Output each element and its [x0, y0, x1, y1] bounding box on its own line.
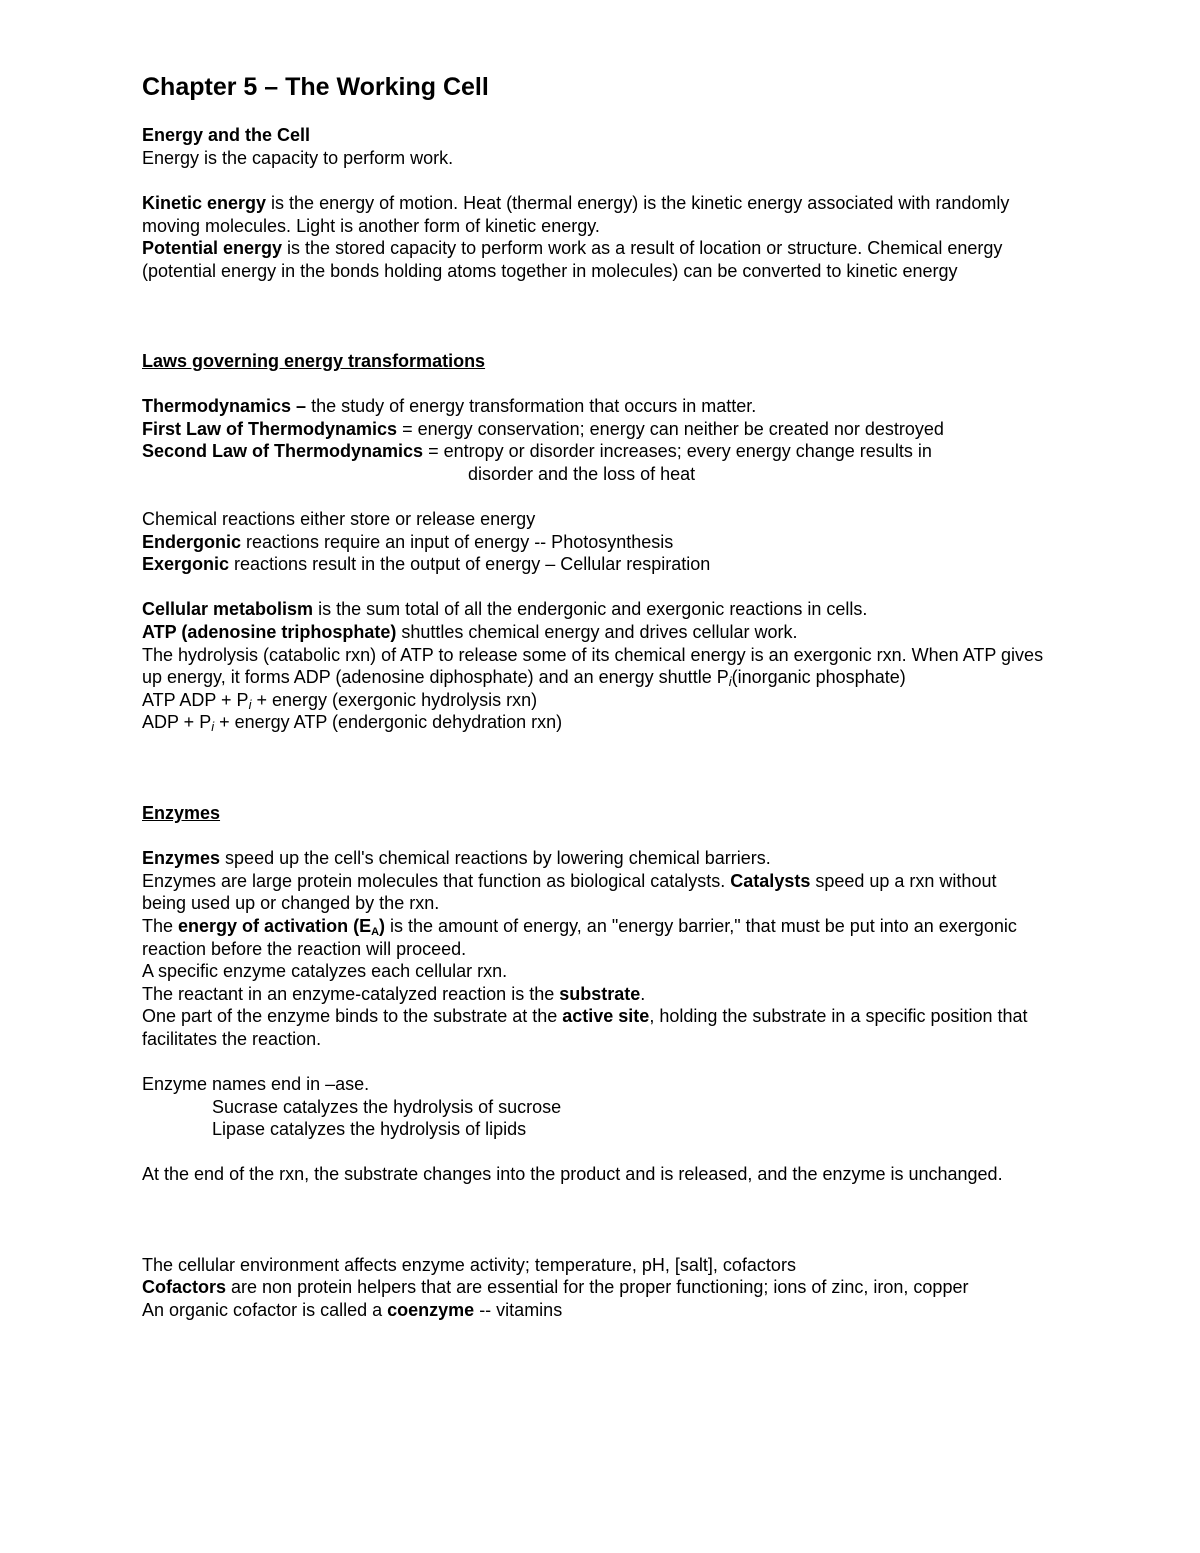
coenzyme-line: [142, 1299, 562, 1321]
enzymes-line-1: [142, 847, 771, 869]
activation-term-end: ): [379, 916, 386, 936]
lipase-line: Lipase catalyzes the hydrolysis of lipids: [212, 1119, 527, 1139]
active-site-post: , holding the substrate in a specific position that: [649, 1006, 1028, 1026]
activation-term-text: energy of activation (E: [178, 916, 372, 936]
metabolism-text: is the sum total of all the endergonic and exergonic reactions in cells.: [313, 599, 868, 619]
eq2-left: ADP + P: [142, 712, 212, 732]
exergonic-text: reactions result in the output of energy – Cellular respiration: [229, 554, 711, 574]
kinetic-energy-line: [142, 192, 1009, 214]
atp-text: shuttles chemical energy and drives cellular work.: [396, 622, 798, 642]
substrate-pre: The reactant in an enzyme-catalyzed reaction is the: [142, 984, 560, 1004]
cofactors-term: Cofactors: [142, 1277, 227, 1297]
potential-energy-cont: (potential energy in the bonds holding atoms together in molecules) can be converted to kinetic energy: [142, 261, 958, 281]
potential-energy-line: [142, 237, 1002, 259]
cofactors-text: are non protein helpers that are essential for the proper functioning; ions of zinc, iron, copper: [226, 1277, 969, 1297]
catalysts-text: speed up a rxn without: [810, 871, 997, 891]
atp-line: [142, 621, 798, 643]
second-law-term: Second Law of Thermodynamics: [142, 441, 424, 461]
chemical-reactions-line: Chemical reactions either store or release energy: [142, 509, 536, 529]
coenzyme-post: -- vitamins: [474, 1300, 563, 1320]
potential-term: Potential energy: [142, 238, 283, 258]
active-site-pre: One part of the enzyme binds to the substrate at the: [142, 1006, 563, 1026]
substrate-line: [142, 983, 645, 1005]
second-law-line: [142, 440, 932, 462]
section-heading-laws: Laws governing energy transformations: [142, 351, 486, 371]
activation-text: is the amount of energy, an "energy barrier," that must be put into an exergonic: [385, 916, 1017, 936]
atp-equation-2: [142, 711, 562, 738]
first-law-text: = energy conservation; energy can neither be created nor destroyed: [397, 419, 944, 439]
eq1-left: ATP: [142, 690, 180, 710]
substrate-post: .: [640, 984, 646, 1004]
coenzyme-term: coenzyme: [387, 1300, 475, 1320]
environment-line: The cellular environment affects enzyme activity; temperature, pH, [salt], cofactors: [142, 1255, 796, 1275]
endergonic-term: Endergonic: [142, 532, 242, 552]
substrate-term: substrate: [559, 984, 641, 1004]
kinetic-text: is the energy of motion. Heat (thermal energy) is the kinetic energy associated with randomly: [266, 193, 1010, 213]
eq1-right: + energy (exergonic hydrolysis rxn): [251, 690, 538, 710]
hydrolysis-cont-text: up energy, it forms ADP (adenosine diphosphate) and an energy shuttle P: [142, 667, 729, 687]
eq1-mid: ADP + P: [179, 690, 249, 710]
endergonic-text: reactions require an input of energy -- Photosynthesis: [241, 532, 674, 552]
exergonic-term: Exergonic: [142, 554, 230, 574]
page-title: Chapter 5 – The Working Cell: [142, 73, 489, 101]
enzyme-names-line: Enzyme names end in –ase.: [142, 1074, 370, 1094]
enzymes-text: speed up the cell's chemical reactions by lowering chemical barriers.: [220, 848, 771, 868]
thermodynamics-line: [142, 395, 756, 417]
section-heading-energy: Energy and the Cell: [142, 125, 311, 145]
metabolism-term: Cellular metabolism: [142, 599, 314, 619]
catalysts-term: Catalysts: [730, 871, 811, 891]
thermo-text: the study of energy transformation that occurs in matter.: [306, 396, 757, 416]
activation-pre: The: [142, 916, 179, 936]
eq2-subscript: i: [211, 719, 215, 734]
enzymes-catalysts-text: Enzymes are large protein molecules that function as biological catalysts.: [142, 871, 731, 891]
first-law-line: [142, 418, 944, 440]
first-law-term: First Law of Thermodynamics: [142, 419, 398, 439]
eq2-mid: + energy: [214, 712, 294, 732]
exergonic-line: [142, 553, 710, 575]
end-of-rxn-line: At the end of the rxn, the substrate changes into the product and is released, and the enzyme is unchanged.: [142, 1164, 1003, 1184]
atp-term: ATP (adenosine triphosphate): [142, 622, 397, 642]
active-site-cont: facilitates the reaction.: [142, 1029, 322, 1049]
eq2-right: ATP (endergonic dehydration rxn): [293, 712, 563, 732]
energy-definition: Energy is the capacity to perform work.: [142, 148, 454, 168]
eq1-subscript: i: [248, 697, 252, 712]
section-heading-enzymes: Enzymes: [142, 803, 221, 823]
kinetic-energy-cont: moving molecules. Light is another form of kinetic energy.: [142, 216, 600, 236]
enzymes-line-2: [142, 870, 996, 892]
hydrolysis-cont-end: (inorganic phosphate): [731, 667, 906, 687]
endergonic-line: [142, 531, 673, 553]
specific-enzyme-line: A specific enzyme catalyzes each cellular rxn.: [142, 961, 508, 981]
metabolism-line: [142, 598, 867, 620]
hydrolysis-line: The hydrolysis (catabolic rxn) of ATP to release some of its chemical energy is an exergonic rxn. When ATP gives: [142, 645, 1044, 665]
kinetic-term: Kinetic energy: [142, 193, 267, 213]
second-law-cont: disorder and the loss of heat: [468, 464, 696, 484]
active-site-term: active site: [562, 1006, 650, 1026]
cofactors-line: [142, 1276, 968, 1298]
sucrase-line: Sucrase catalyzes the hydrolysis of sucrose: [212, 1097, 562, 1117]
phosphate-subscript: i: [728, 674, 732, 689]
enzymes-line-2-cont: being used up or changed by the rxn.: [142, 893, 440, 913]
activation-term: [178, 916, 385, 936]
coenzyme-pre: An organic cofactor is called a: [142, 1300, 388, 1320]
activation-subscript: A: [371, 926, 380, 938]
active-site-line: [142, 1005, 1028, 1027]
enzymes-term: Enzymes: [142, 848, 221, 868]
activation-energy-cont: reaction before the reaction will proceed.: [142, 939, 467, 959]
potential-text: is the stored capacity to perform work as a result of location or structure. Chemical energy: [282, 238, 1003, 258]
second-law-text: = entropy or disorder increases; every energy change results in: [423, 441, 932, 461]
thermo-term: Thermodynamics –: [142, 396, 307, 416]
activation-energy-line: [142, 915, 1017, 937]
